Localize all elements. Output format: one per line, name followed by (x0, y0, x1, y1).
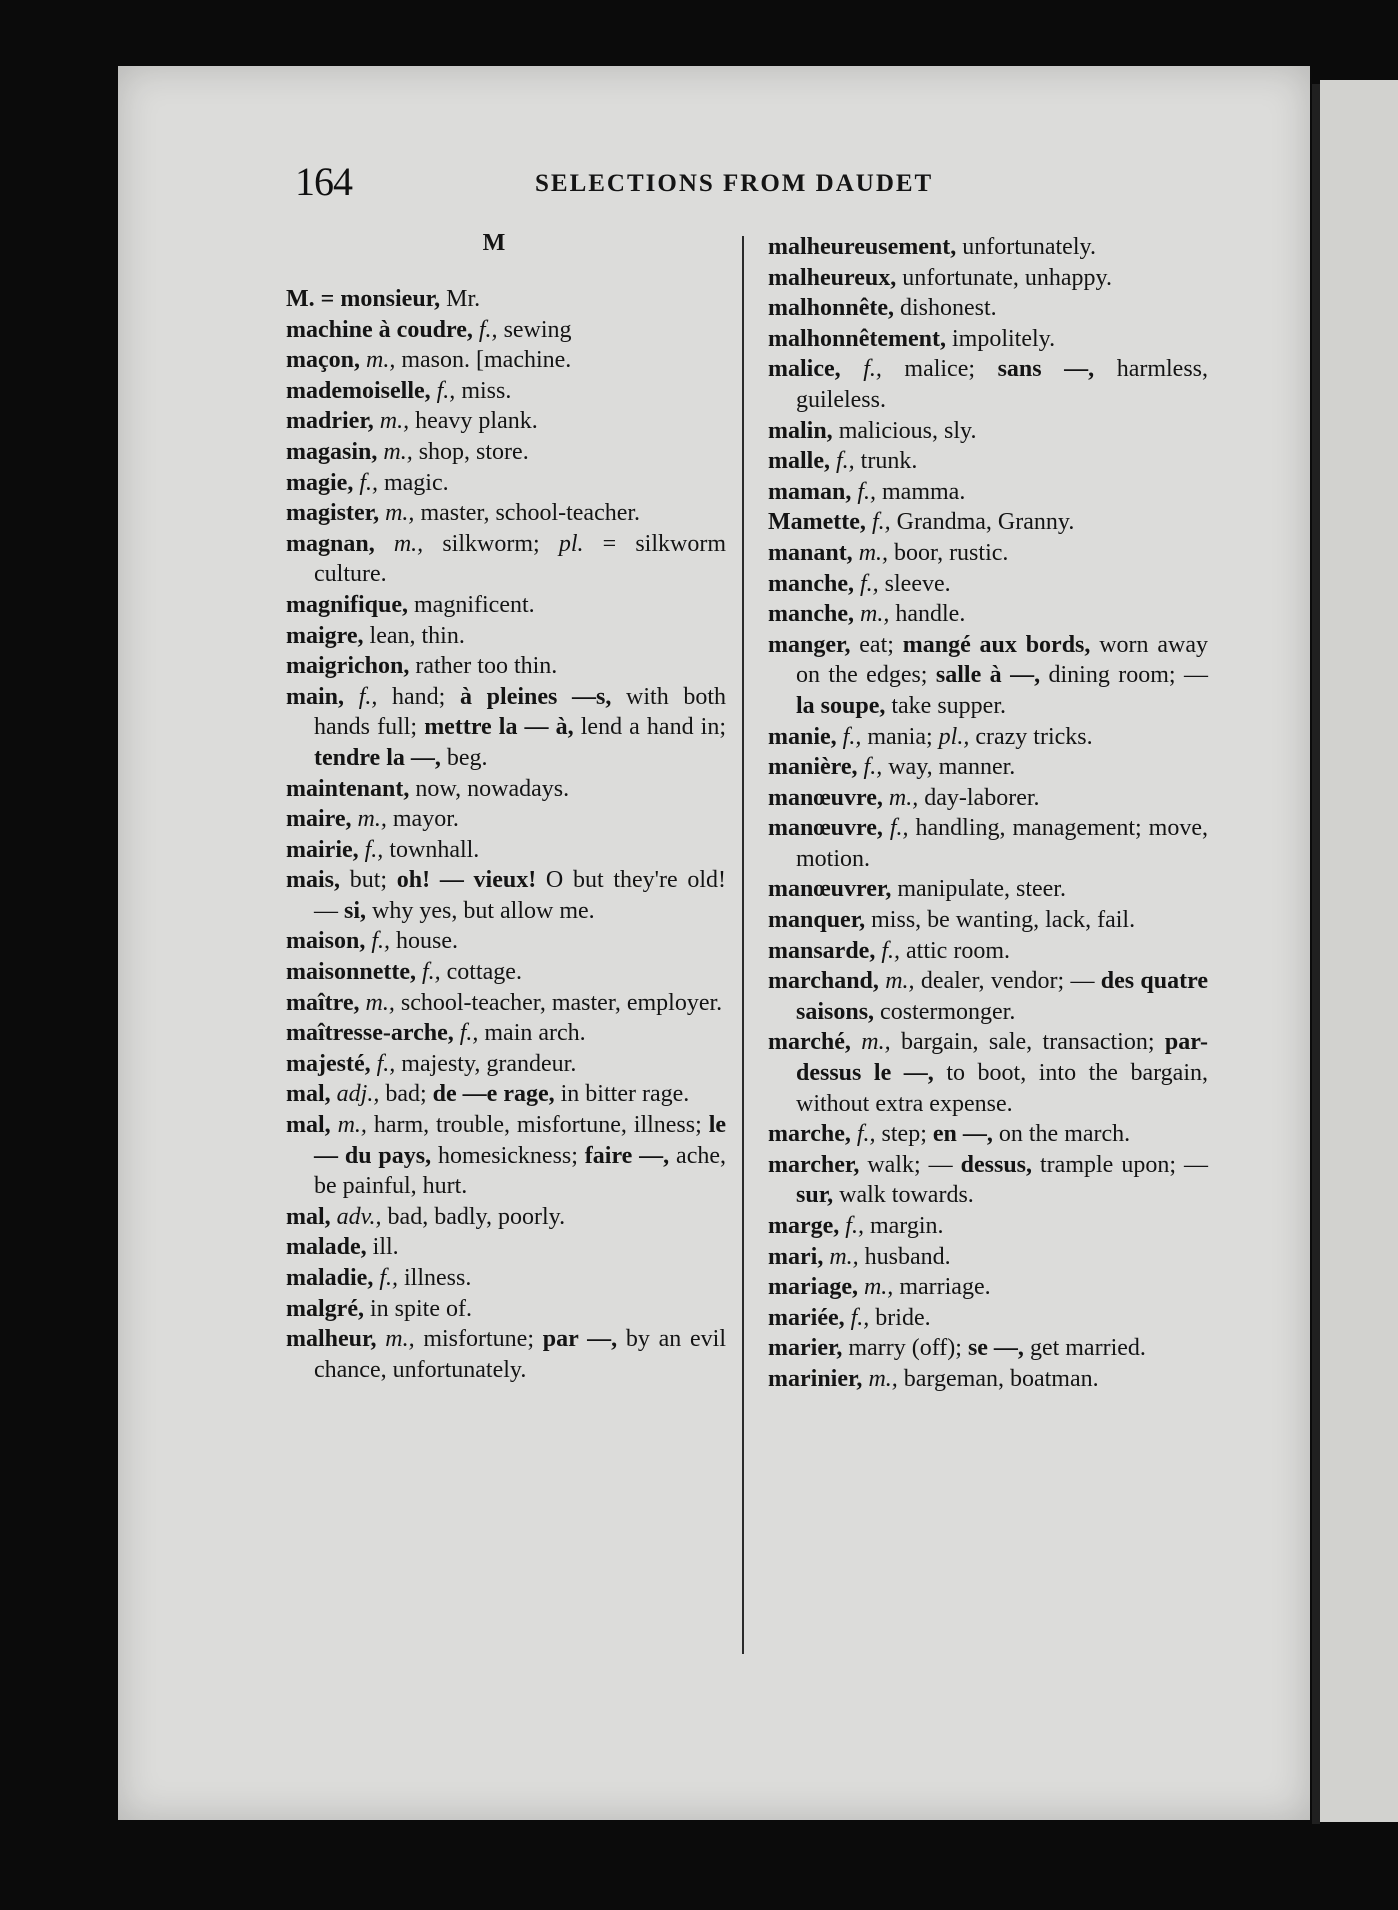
entry-headword: mari, (768, 1243, 824, 1270)
entry-definition: silkworm; (423, 530, 559, 557)
entry-definition: main arch. (478, 1020, 586, 1047)
entry-gender-label: f., (856, 1121, 876, 1148)
entry-definition: lend a hand in; (573, 714, 726, 741)
entry-gender-label: f., (863, 754, 883, 781)
dictionary-entry (768, 752, 1208, 783)
entry-definition: mamma. (876, 478, 966, 505)
entry-gender-label: f., (860, 570, 879, 597)
dictionary-entry (768, 1272, 1208, 1303)
dictionary-entry (768, 1303, 1208, 1334)
entry-definition: handle. (889, 601, 966, 628)
entry-gender-label: m., (888, 784, 919, 811)
dictionary-entry (768, 1027, 1208, 1119)
entry-headword: maigrichon, (286, 653, 410, 680)
entry-gender-label: m., (385, 1326, 415, 1353)
entry-gender-label: m., (385, 500, 415, 527)
entry-headword: magie, (286, 469, 354, 496)
entry-headword: mariée, (768, 1304, 845, 1331)
entry-headword: malin, (768, 417, 833, 444)
dictionary-entry (286, 437, 726, 468)
entry-headword: malle, (768, 448, 830, 475)
entry-definition: now, nowadays. (409, 775, 570, 802)
entry-definition: manipulate, steer. (891, 876, 1066, 903)
entry-gender-label: f., (478, 316, 498, 343)
entry-definition (344, 684, 359, 710)
entry-headword: manœuvrer, (768, 876, 892, 903)
entry-headword: marché, (768, 1029, 851, 1056)
dictionary-entry (768, 446, 1208, 477)
entry-gender-label: f., (871, 509, 891, 536)
entry-definition: ache, be painful, hurt. (314, 1142, 726, 1200)
entry-definition: trample upon; — (1032, 1151, 1208, 1178)
entry-headword: maison, (286, 928, 366, 955)
entry-headword: salle à —, (935, 662, 1041, 689)
entry-definition: sewing (497, 316, 572, 343)
dictionary-entry (286, 498, 726, 529)
entry-headword: maman, (768, 478, 852, 505)
entry-definition: malicious, sly. (832, 417, 977, 444)
entry-headword: marinier, (768, 1365, 863, 1392)
entry-definition: marry (off); (842, 1335, 968, 1362)
entry-headword: maintenant, (286, 775, 410, 802)
entry-gender-label: m., (357, 806, 387, 833)
entry-definition: bargeman, boatman. (897, 1365, 1099, 1392)
entry-gender-label: f., (835, 448, 855, 475)
entry-definition: harmless, guileless. (796, 356, 1209, 413)
entry-definition (331, 1112, 338, 1138)
page-gutter-shadow (1312, 84, 1320, 1824)
entry-headword: en —, (932, 1121, 993, 1148)
entry-definition: why yes, but allow me. (366, 897, 595, 924)
entry-definition: but; (340, 867, 397, 894)
dictionary-entry (768, 630, 1208, 722)
column-divider (742, 236, 744, 1654)
entry-headword: mairie, (286, 836, 359, 863)
entry-gender-label: m., (860, 601, 890, 628)
entry-definition: master, school-teacher. (414, 500, 641, 527)
dictionary-entry (768, 1150, 1208, 1211)
dictionary-entry (286, 1294, 726, 1325)
entry-definition: husband. (858, 1243, 951, 1270)
dictionary-entry (286, 774, 726, 805)
entry-definition: margin. (863, 1213, 944, 1239)
dictionary-entry (286, 1018, 726, 1049)
entry-headword: le — du pays, (314, 1112, 727, 1169)
entry-gender-label: f., (364, 836, 384, 863)
entry-definition: miss, be wanting, lack, fail. (865, 907, 1136, 934)
entry-headword: maladie, (286, 1265, 374, 1291)
entry-headword: manœuvre, (768, 815, 883, 842)
dictionary-entry (768, 569, 1208, 600)
entry-definition: shop, store. (412, 438, 529, 465)
entry-definition (841, 356, 864, 382)
entry-definition: way, manner. (882, 754, 1016, 781)
entry-headword: mangé aux bords, (902, 631, 1091, 658)
dictionary-entry (768, 1364, 1208, 1395)
entry-gender-label: f., (359, 469, 378, 496)
dictionary-entry (286, 284, 726, 315)
dictionary-entry (768, 1242, 1208, 1273)
entry-definition: eat; (850, 631, 903, 658)
entry-headword: de —e rage, (432, 1081, 555, 1108)
entry-definition: walk; — (859, 1151, 961, 1178)
entry-headword: manche, (768, 601, 854, 628)
entry-definition: mania; (861, 723, 939, 750)
entry-gender-label: m., (383, 438, 413, 465)
entry-headword: manœuvre, (768, 784, 883, 811)
dictionary-entry (768, 783, 1208, 814)
dictionary-entry (286, 1232, 726, 1263)
running-title: SELECTIONS FROM DAUDET (535, 170, 934, 197)
dictionary-entry (768, 874, 1208, 905)
entry-definition: marriage. (893, 1274, 991, 1301)
entry-gender-label: m., (885, 968, 915, 995)
entry-definition: miss. (455, 377, 512, 404)
entry-gender-label: m., (868, 1365, 898, 1392)
entry-headword: marchand, (768, 968, 879, 995)
page-header (295, 158, 975, 208)
entry-headword: magasin, (286, 438, 378, 465)
entry-gender-label: m., (379, 408, 410, 435)
entry-gender-label: f., (881, 937, 901, 964)
dictionary-entry (286, 315, 726, 346)
dictionary-entry (768, 813, 1208, 874)
entry-headword: mansarde, (768, 937, 876, 964)
entry-headword: majesté, (286, 1050, 371, 1077)
entry-headword: malhonnêtement, (768, 325, 946, 352)
entry-definition (375, 531, 394, 557)
dictionary-entry (286, 1110, 726, 1202)
entry-definition: to boot, into the bargain, without extra expense. (796, 1060, 1209, 1117)
entry-definition: O but they're old! — (314, 867, 727, 924)
entry-gender-label: f., (459, 1020, 479, 1047)
entry-headword: malice, (768, 356, 841, 383)
entry-gender-label: adv., (336, 1203, 382, 1230)
dictionary-entry (768, 416, 1208, 447)
entry-definition: by an evil chance, unfortunately. (314, 1326, 726, 1383)
entry-definition: beg. (440, 744, 488, 771)
entry-headword: magister, (286, 500, 380, 527)
entry-headword: mal, (286, 1112, 331, 1139)
entry-definition: unfortunately. (956, 234, 1096, 260)
entry-definition: mason. [machine. (395, 347, 572, 374)
dictionary-entry (286, 957, 726, 988)
dictionary-entry (768, 1333, 1208, 1364)
entry-headword: marier, (768, 1335, 843, 1362)
entry-headword: mal, (286, 1081, 331, 1108)
entry-gender-label: adj., (336, 1081, 380, 1108)
dictionary-entry (286, 529, 726, 590)
entry-definition: attic room. (900, 937, 1010, 964)
dictionary-entry (286, 804, 726, 835)
entry-definition: take supper. (885, 692, 1006, 719)
entry-definition: bride. (869, 1304, 931, 1331)
entry-headword: mal, (286, 1203, 331, 1230)
entry-definition: handling, management; move, motion. (796, 815, 1209, 872)
entry-definition: hand; (377, 683, 461, 710)
entry-definition: bad; (379, 1081, 433, 1108)
dictionary-entry (286, 1263, 726, 1294)
right-entry-list (768, 232, 1208, 1395)
dictionary-entry (768, 966, 1208, 1027)
entry-gender-label: m., (861, 1029, 891, 1056)
entry-definition: magnificent. (408, 591, 535, 618)
dictionary-entry (286, 468, 726, 499)
entry-definition: worn away on the edges; (796, 631, 1209, 689)
entry-gender-label: pl. (558, 530, 584, 557)
entry-definition: in bitter rage. (554, 1081, 690, 1108)
entry-definition: Grandma, Granny. (890, 509, 1075, 536)
entry-definition: magic. (377, 469, 449, 496)
entry-gender-label: f., (889, 815, 909, 842)
right-column (768, 232, 1208, 1395)
dictionary-entry (286, 926, 726, 957)
entry-gender-label: f., (845, 1213, 864, 1239)
entry-headword: marcher, (768, 1151, 860, 1178)
dictionary-entry (286, 1202, 726, 1233)
entry-headword: marge, (768, 1213, 840, 1239)
entry-headword: des quatre saisons, (796, 968, 1208, 1025)
entry-definition: dishonest. (894, 295, 997, 322)
entry-headword: faire —, (584, 1142, 670, 1169)
entry-gender-label: m., (337, 1112, 367, 1139)
entry-definition: unfortunate, unhappy. (896, 264, 1112, 291)
entry-headword: manie, (768, 723, 837, 750)
entry-headword: à pleines —s, (460, 683, 612, 710)
entry-headword: maigre, (286, 622, 364, 649)
dictionary-entry (768, 1119, 1208, 1150)
dictionary-entry (286, 835, 726, 866)
entry-headword: malade, (286, 1234, 367, 1261)
entry-headword: magnifique, (286, 591, 409, 618)
entry-definition: school-teacher, master, employer. (394, 989, 723, 1016)
entry-definition: dealer, vendor; — (914, 968, 1101, 995)
entry-headword: malheureux, (768, 264, 897, 291)
dictionary-entry (768, 538, 1208, 569)
entry-definition: step; (875, 1121, 933, 1148)
dictionary-entry (286, 590, 726, 621)
entry-definition: = silkworm culture. (314, 530, 727, 588)
entry-definition: illness. (398, 1265, 472, 1291)
entry-headword: malheur, (286, 1326, 377, 1353)
entry-definition: boor, rustic. (888, 539, 1009, 566)
entry-definition: ill. (366, 1234, 399, 1261)
entry-gender-label: m., (863, 1274, 894, 1301)
entry-definition: house. (390, 928, 459, 955)
entry-headword: manche, (768, 570, 854, 597)
dictionary-entry (768, 599, 1208, 630)
entry-gender-label: f., (376, 1050, 396, 1077)
entry-gender-label: f., (863, 356, 882, 383)
entry-headword: mademoiselle, (286, 377, 431, 404)
entry-headword: sur, (796, 1182, 834, 1209)
entry-headword: marche, (768, 1121, 851, 1148)
entry-definition: bad, badly, poorly. (381, 1203, 566, 1230)
dictionary-entry (768, 263, 1208, 294)
dictionary-entry (768, 936, 1208, 967)
entry-headword: la soupe, (796, 692, 886, 719)
entry-definition: cottage. (440, 959, 522, 986)
entry-definition: get married. (1023, 1335, 1146, 1362)
dictionary-entry (286, 621, 726, 652)
entry-headword: sans —, (997, 356, 1095, 383)
entry-headword: tendre la —, (314, 744, 441, 771)
dictionary-entry (286, 865, 726, 926)
entry-headword: dessus, (960, 1151, 1033, 1178)
entry-gender-label: f., (358, 683, 378, 710)
entry-headword: machine à coudre, (286, 316, 473, 343)
dictionary-entry (768, 722, 1208, 753)
entry-headword: maisonnette, (286, 959, 416, 986)
entry-definition: day-laborer. (918, 784, 1040, 811)
entry-definition: bargain, sale, transaction; (890, 1029, 1165, 1056)
dictionary-entry (768, 232, 1208, 263)
dictionary-entry (768, 354, 1208, 415)
dictionary-entry (286, 988, 726, 1019)
entry-headword: par-dessus le —, (796, 1029, 1208, 1087)
entry-definition: trunk. (854, 448, 918, 475)
entry-definition: lean, thin. (363, 622, 465, 649)
entry-headword: main, (286, 683, 345, 710)
dictionary-entry (768, 293, 1208, 324)
entry-headword: maçon, (286, 347, 360, 374)
dictionary-entry (768, 324, 1208, 355)
entry-gender-label: f., (842, 723, 862, 750)
entry-definition: impolitely. (945, 325, 1056, 352)
entry-definition: rather too thin. (409, 653, 558, 680)
dictionary-entry (286, 1324, 726, 1385)
section-letter-heading: M (482, 230, 506, 256)
dictionary-entry (768, 477, 1208, 508)
entry-gender-label: f., (850, 1304, 870, 1331)
dictionary-entry (286, 1049, 726, 1080)
entry-headword: mettre la — à, (424, 714, 574, 741)
entry-definition: crazy tricks. (969, 723, 1093, 750)
entry-definition: mayor. (386, 806, 459, 833)
entry-definition: walk towards. (833, 1182, 974, 1209)
entry-definition: costermonger. (874, 998, 1016, 1025)
entry-headword: manière, (768, 754, 858, 781)
entry-gender-label: f., (371, 928, 391, 955)
entry-gender-label: f., (857, 478, 877, 505)
entry-definition: majesty, grandeur. (395, 1050, 577, 1077)
entry-definition: Mr. (440, 286, 481, 312)
entry-headword: Mamette, (768, 509, 866, 536)
entry-headword: se —, (967, 1335, 1024, 1362)
entry-gender-label: m., (393, 530, 424, 557)
entry-headword: par —, (542, 1326, 618, 1353)
entry-definition: homesickness; (431, 1142, 585, 1169)
dictionary-entry (768, 507, 1208, 538)
entry-definition: harm, trouble, misfortune, illness; (366, 1112, 709, 1139)
entry-definition: heavy plank. (409, 408, 538, 435)
dictionary-entry (286, 406, 726, 437)
entry-gender-label: f., (379, 1265, 398, 1291)
entry-headword: maire, (286, 806, 352, 833)
dictionary-entry (286, 651, 726, 682)
entry-gender-label: m., (365, 989, 395, 1016)
entry-gender-label: f., (421, 959, 441, 986)
entry-headword: si, (344, 897, 367, 924)
entry-definition: townhall. (383, 836, 480, 863)
entry-headword: mariage, (768, 1274, 858, 1301)
entry-headword: madrier, (286, 408, 374, 435)
entry-headword: malheureusement, (768, 234, 957, 260)
dictionary-entry (768, 1211, 1208, 1242)
entry-gender-label: m., (858, 539, 889, 566)
entry-headword: oh! — vieux! (396, 867, 537, 894)
entry-gender-label: m., (829, 1243, 859, 1270)
entry-headword: magnan, (286, 530, 375, 557)
entry-headword: manant, (768, 539, 853, 566)
dictionary-entry (286, 376, 726, 407)
entry-definition: malice; (881, 356, 998, 383)
entry-definition: in spite of. (363, 1295, 472, 1322)
entry-definition: with both hands full; (314, 683, 727, 741)
entry-gender-label: pl., (938, 723, 970, 750)
left-entry-list (286, 284, 726, 1385)
entry-definition: on the march. (992, 1121, 1131, 1148)
entry-definition (883, 815, 890, 841)
entry-definition (376, 1326, 385, 1352)
entry-headword: M. = monsieur, (286, 286, 441, 312)
adjacent-page-edge (1320, 80, 1398, 1822)
left-column (286, 228, 726, 1385)
entry-headword: manquer, (768, 907, 866, 934)
dictionary-entry (286, 682, 726, 774)
entry-definition: misfortune; (414, 1326, 543, 1353)
entry-headword: manger, (768, 631, 851, 658)
entry-headword: malgré, (286, 1295, 364, 1322)
entry-gender-label: f., (436, 377, 456, 404)
entry-definition: dining room; — (1040, 662, 1209, 689)
entry-headword: maîtresse-arche, (286, 1020, 454, 1047)
entry-headword: mais, (286, 867, 340, 894)
dictionary-entry (768, 905, 1208, 936)
entry-definition: sleeve. (878, 570, 951, 597)
entry-headword: malhonnête, (768, 295, 894, 322)
dictionary-entry (286, 345, 726, 376)
entry-headword: maître, (286, 989, 360, 1016)
entry-definition (851, 1029, 861, 1055)
page-number: 164 (295, 159, 352, 204)
dictionary-entry (286, 1079, 726, 1110)
entry-gender-label: m., (366, 347, 396, 374)
